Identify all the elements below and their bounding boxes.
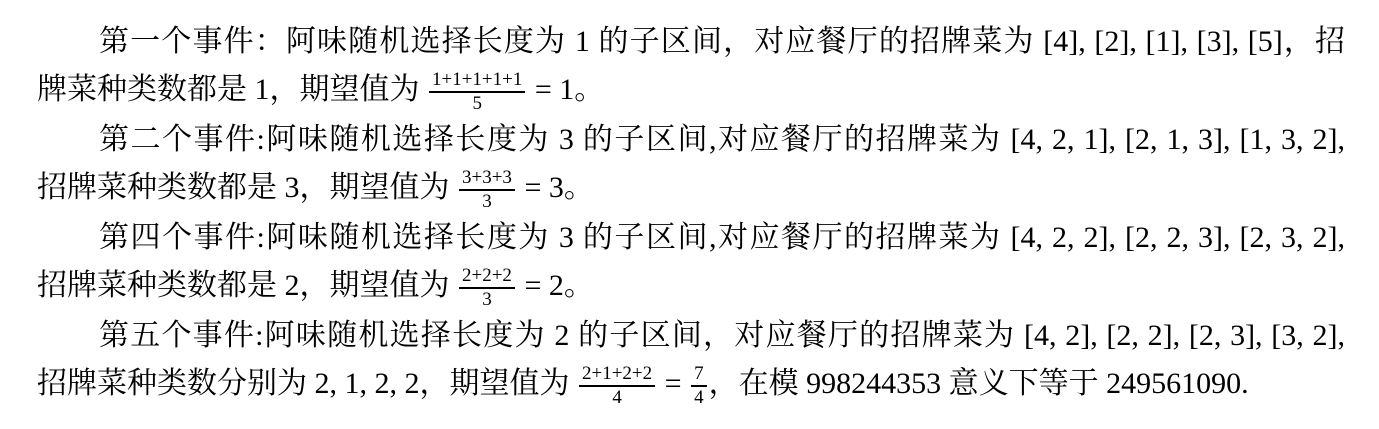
- text-run: = 1。: [527, 73, 605, 106]
- fraction-numerator: 1+1+1+1+1: [429, 70, 525, 93]
- text-run: 第四个事件:阿味随机选择长度为 3 的子区间,对应餐厅的招牌菜为 [4, 2, 2], [2, 2, 3], [2, 3, 2],: [99, 221, 1345, 254]
- fraction-numerator: 7: [691, 364, 707, 387]
- text-run: 招牌菜种类数都是 2，期望值为: [37, 269, 457, 302]
- text-run: 牌菜种类数都是 1，期望值为: [37, 73, 427, 106]
- text-line: [37, 116, 1345, 164]
- math-fraction: [459, 266, 515, 310]
- text-line: [37, 262, 1345, 310]
- fraction-denominator: 4: [612, 387, 622, 409]
- text-run: 第二个事件:阿味随机选择长度为 3 的子区间,对应餐厅的招牌菜为 [4, 2, 1], [2, 1, 3], [1, 3, 2],: [99, 123, 1345, 156]
- math-fraction: [459, 168, 515, 212]
- fraction-denominator: 5: [472, 93, 482, 115]
- text-run: = 3。: [516, 171, 594, 204]
- text-line: [37, 18, 1345, 66]
- paragraph-event-1: [37, 18, 1345, 114]
- document: [37, 18, 1345, 408]
- text-run: 第五个事件:阿味随机选择长度为 2 的子区间，对应餐厅的招牌菜为 [4, 2], [2, 2], [2, 3], [3, 2],: [99, 319, 1345, 352]
- math-fraction: [579, 364, 655, 408]
- text-line: [37, 360, 1345, 408]
- math-fraction: [691, 364, 707, 408]
- fraction-numerator: 3+3+3: [459, 168, 515, 191]
- text-run: ，在模 998244353 意义下等于 249561090.: [708, 367, 1249, 400]
- math-fraction: [429, 70, 525, 114]
- text-run: 第一个事件：阿味随机选择长度为 1 的子区间，对应餐厅的招牌菜为 [4], [2], [1], [3], [5]，招: [99, 25, 1345, 58]
- fraction-denominator: 3: [482, 289, 492, 311]
- paragraph-event-5: [37, 312, 1345, 408]
- text-line: [37, 312, 1345, 360]
- text-run: = 2。: [516, 269, 594, 302]
- text-run: 招牌菜种类数都是 3，期望值为: [37, 171, 457, 204]
- text-line: [37, 66, 1345, 114]
- fraction-numerator: 2+1+2+2: [579, 364, 655, 387]
- paragraph-event-4: [37, 214, 1345, 310]
- text-run: 招牌菜种类数分别为 2, 1, 2, 2，期望值为: [37, 367, 577, 400]
- fraction-denominator: 4: [694, 387, 704, 409]
- fraction-numerator: 2+2+2: [459, 266, 515, 289]
- text-run: =: [657, 367, 690, 400]
- text-line: [37, 164, 1345, 212]
- text-line: [37, 214, 1345, 262]
- paragraph-event-2: [37, 116, 1345, 212]
- fraction-denominator: 3: [482, 191, 492, 213]
